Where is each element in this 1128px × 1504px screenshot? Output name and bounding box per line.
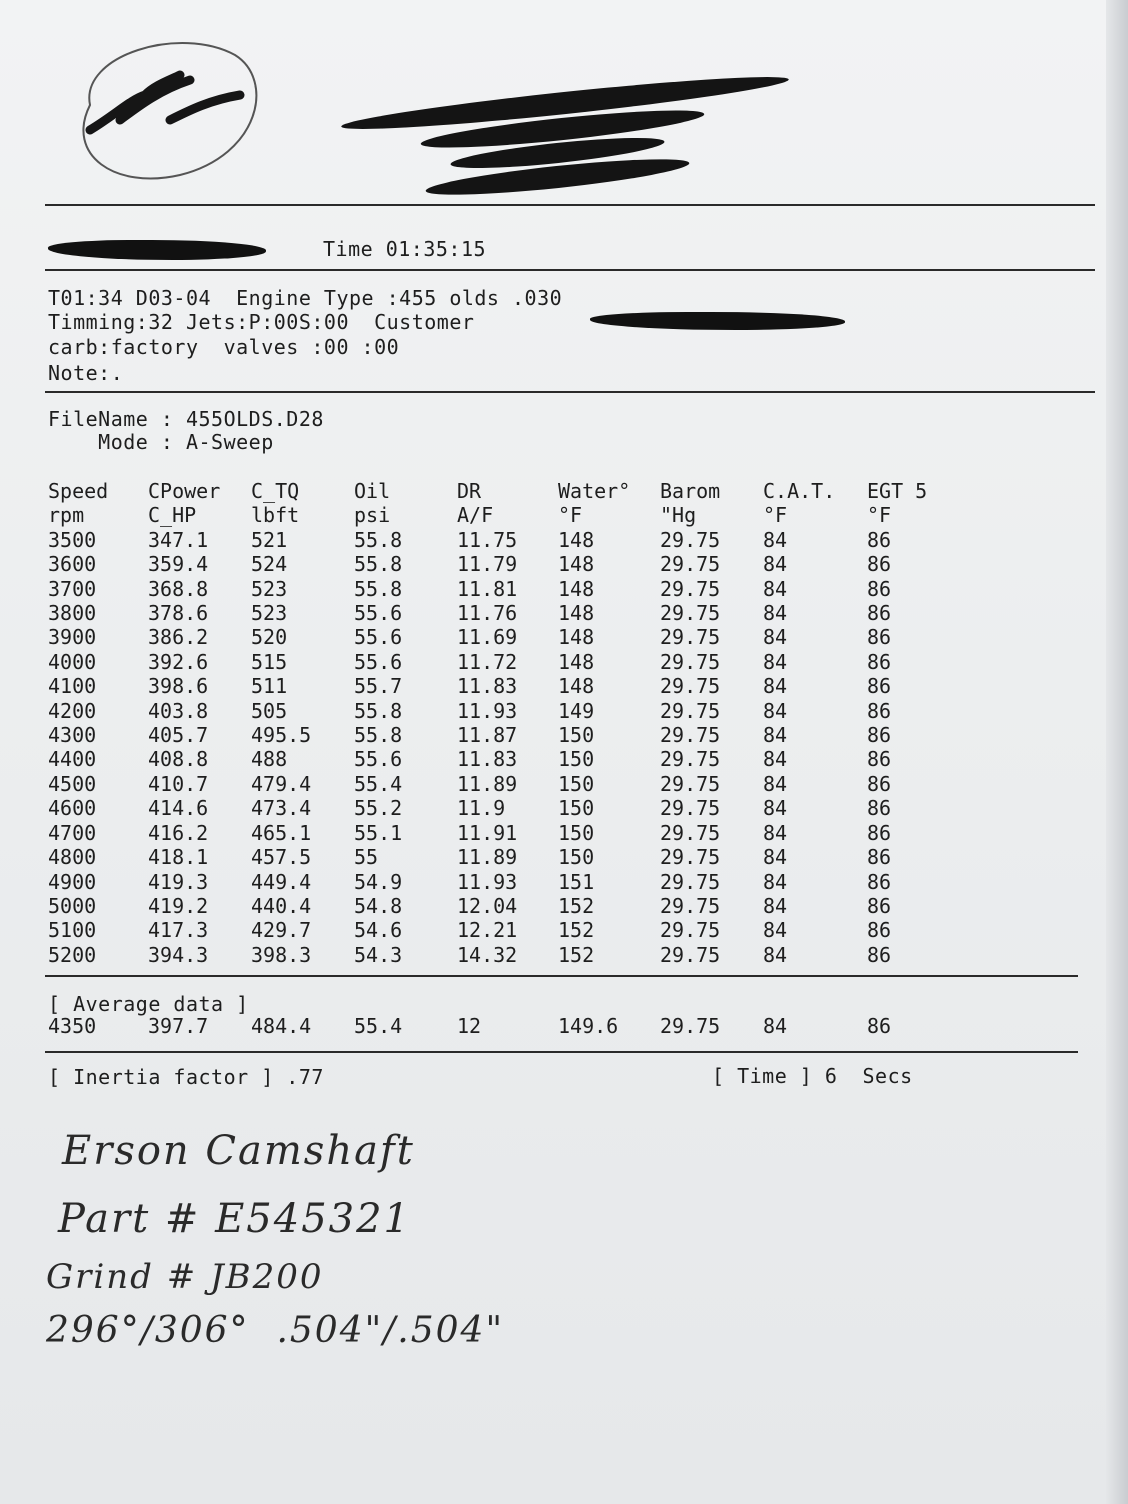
table-cell: 11.89 (457, 845, 518, 870)
table-cell: 347.1 (148, 527, 209, 552)
table-cell: 84 (763, 674, 788, 699)
table-cell: 418.1 (148, 845, 209, 870)
table-cell: 11.69 (457, 625, 518, 650)
table-row (48, 821, 947, 845)
table-cell: 520 (251, 625, 288, 650)
table-cell: 4100 (48, 674, 97, 699)
table-cell: 505 (251, 698, 288, 723)
table-cell: 54.8 (354, 893, 403, 918)
table-cell: 148 (558, 649, 595, 674)
table-cell: 4300 (48, 723, 97, 748)
table-cell: 11.79 (457, 552, 518, 577)
table-row (48, 870, 947, 894)
table-cell: 392.6 (148, 649, 209, 674)
table-cell: 419.2 (148, 893, 209, 918)
average-row (48, 1014, 947, 1038)
table-cell: 4350 (48, 1014, 97, 1038)
table-cell: 86 (867, 527, 892, 552)
table-row (48, 943, 947, 967)
table-cell: 55.8 (354, 576, 403, 601)
table-cell: °F (867, 503, 892, 528)
table-cell: 150 (558, 723, 595, 748)
table-cell: °F (763, 503, 788, 528)
table-cell: 5200 (48, 942, 97, 967)
table-cell: 523 (251, 601, 288, 626)
table-row (48, 552, 947, 576)
table-row (48, 723, 947, 747)
table-cell: 148 (558, 625, 595, 650)
mode-line: Mode : A-Sweep (48, 430, 274, 454)
table-cell: 55 (354, 845, 379, 870)
table-cell: 55.6 (354, 601, 403, 626)
table-cell: 465.1 (251, 820, 312, 845)
table-cell: 29.75 (660, 893, 721, 918)
dyno-data-table (48, 479, 947, 967)
table-cell: 12.04 (457, 893, 518, 918)
table-cell: 148 (558, 601, 595, 626)
table-cell: 86 (867, 771, 892, 796)
table-cell: C.A.T. (763, 479, 836, 503)
table-cell: 414.6 (148, 796, 209, 821)
table-cell: 148 (558, 527, 595, 552)
table-cell: 86 (867, 893, 892, 918)
table-row (48, 772, 947, 796)
table-cell: 152 (558, 942, 595, 967)
table-cell: 150 (558, 845, 595, 870)
table-units-row (48, 503, 947, 527)
table-cell: 55.2 (354, 796, 403, 821)
divider-4 (45, 975, 1078, 977)
handwritten-grind-number: Grind # JB200 (46, 1257, 324, 1297)
table-cell: 11.91 (457, 820, 518, 845)
table-cell: 11.83 (457, 674, 518, 699)
table-cell: 86 (867, 674, 892, 699)
table-cell: 29.75 (660, 845, 721, 870)
table-header-row (48, 479, 947, 503)
average-data-table (48, 1014, 947, 1038)
table-cell: 84 (763, 918, 788, 943)
table-cell: 440.4 (251, 893, 312, 918)
table-cell: 11.81 (457, 576, 518, 601)
table-cell: 4600 (48, 796, 97, 821)
table-cell: 86 (867, 747, 892, 772)
table-cell: 11.76 (457, 601, 518, 626)
table-cell: 29.75 (660, 674, 721, 699)
table-cell: 359.4 (148, 552, 209, 577)
table-cell: 29.75 (660, 723, 721, 748)
table-cell: 4900 (48, 869, 97, 894)
table-cell: 150 (558, 820, 595, 845)
table-cell: 84 (763, 1014, 788, 1038)
table-cell: 55.1 (354, 820, 403, 845)
table-cell: 449.4 (251, 869, 312, 894)
table-cell: 398.6 (148, 674, 209, 699)
table-cell: 55.4 (354, 771, 403, 796)
paper-edge-shadow (1106, 0, 1128, 1504)
table-cell: 3800 (48, 601, 97, 626)
table-cell: 148 (558, 674, 595, 699)
table-row (48, 577, 947, 601)
table-cell: 11.75 (457, 527, 518, 552)
table-cell: 86 (867, 625, 892, 650)
table-cell: DR (457, 479, 482, 503)
table-cell: 148 (558, 552, 595, 577)
table-cell: 11.9 (457, 796, 506, 821)
table-cell: 3600 (48, 552, 97, 577)
table-cell: 86 (867, 918, 892, 943)
table-cell: 484.4 (251, 1014, 312, 1038)
table-cell: 408.8 (148, 747, 209, 772)
table-cell: 86 (867, 1014, 892, 1038)
table-cell: 386.2 (148, 625, 209, 650)
table-cell: 86 (867, 845, 892, 870)
table-cell: 3900 (48, 625, 97, 650)
table-cell: 405.7 (148, 723, 209, 748)
table-cell: 148 (558, 576, 595, 601)
table-cell: 84 (763, 649, 788, 674)
table-cell: EGT 5 (867, 479, 928, 503)
table-cell: 86 (867, 796, 892, 821)
filename-line: FileName : 455OLDS.D28 (48, 407, 324, 431)
table-cell: 29.75 (660, 625, 721, 650)
table-cell: 149.6 (558, 1014, 619, 1038)
table-cell: lbft (251, 503, 300, 528)
table-cell: 54.6 (354, 918, 403, 943)
table-cell: 84 (763, 796, 788, 821)
table-cell: Oil (354, 479, 391, 503)
sweep-time: [ Time ] 6 Secs (712, 1064, 913, 1088)
table-cell: 55.6 (354, 625, 403, 650)
table-cell: 29.75 (660, 601, 721, 626)
table-cell: 368.8 (148, 576, 209, 601)
table-cell: 84 (763, 552, 788, 577)
table-cell: 29.75 (660, 527, 721, 552)
table-cell: 55.6 (354, 747, 403, 772)
table-cell: 29.75 (660, 698, 721, 723)
table-cell: 419.3 (148, 869, 209, 894)
table-cell: 84 (763, 601, 788, 626)
table-cell: 55.6 (354, 649, 403, 674)
table-cell: 515 (251, 649, 288, 674)
table-cell: 14.32 (457, 942, 518, 967)
table-cell: 495.5 (251, 723, 312, 748)
divider-3 (45, 391, 1095, 393)
engine-info-line-3: carb:factory valves :00 :00 (48, 335, 400, 359)
table-cell: 417.3 (148, 918, 209, 943)
table-cell: psi (354, 503, 391, 528)
table-cell: 55.8 (354, 723, 403, 748)
table-cell: C_HP (148, 503, 197, 528)
table-cell: 86 (867, 552, 892, 577)
table-cell: 12 (457, 1014, 482, 1038)
table-cell: 84 (763, 845, 788, 870)
table-cell: 84 (763, 869, 788, 894)
table-cell: 29.75 (660, 918, 721, 943)
table-cell: 4800 (48, 845, 97, 870)
divider-2 (45, 269, 1095, 271)
table-cell: 12.21 (457, 918, 518, 943)
table-cell: 11.93 (457, 869, 518, 894)
table-row (48, 747, 947, 771)
scribbled-stamp (60, 25, 270, 195)
table-cell: rpm (48, 503, 85, 528)
table-cell: 86 (867, 698, 892, 723)
handwritten-part-number: Part # E545321 (58, 1196, 411, 1242)
table-cell: 5100 (48, 918, 97, 943)
table-cell: 29.75 (660, 942, 721, 967)
table-cell: 149 (558, 698, 595, 723)
table-cell: 84 (763, 527, 788, 552)
table-cell: 11.89 (457, 771, 518, 796)
average-label: [ Average data ] (48, 992, 249, 1016)
table-row (48, 674, 947, 698)
table-row (48, 625, 947, 649)
divider-5 (45, 1051, 1078, 1053)
table-cell: Barom (660, 479, 721, 503)
table-cell: 511 (251, 674, 288, 699)
table-cell: 54.3 (354, 942, 403, 967)
table-cell: 152 (558, 918, 595, 943)
table-cell: 4200 (48, 698, 97, 723)
table-cell: 84 (763, 820, 788, 845)
table-cell: 29.75 (660, 1014, 721, 1038)
handwritten-camshaft: Erson Camshaft (62, 1128, 415, 1174)
table-cell: 55.8 (354, 527, 403, 552)
table-cell: 55.4 (354, 1014, 403, 1038)
table-cell: 29.75 (660, 747, 721, 772)
table-cell: 150 (558, 796, 595, 821)
table-cell: 3500 (48, 527, 97, 552)
engine-info-line-2: Timming:32 Jets:P:00S:00 Customer (48, 310, 475, 334)
table-cell: 524 (251, 552, 288, 577)
table-cell: 429.7 (251, 918, 312, 943)
table-row (48, 918, 947, 942)
engine-info-line-4: Note:. (48, 361, 124, 385)
table-cell: 86 (867, 576, 892, 601)
table-row (48, 699, 947, 723)
table-cell: 86 (867, 723, 892, 748)
table-cell: 84 (763, 576, 788, 601)
table-cell: Water° (558, 479, 631, 503)
table-cell: "Hg (660, 503, 697, 528)
table-cell: 86 (867, 942, 892, 967)
time-label: Time 01:35:15 (323, 237, 487, 261)
table-cell: 86 (867, 649, 892, 674)
table-row (48, 845, 947, 869)
table-cell: 29.75 (660, 869, 721, 894)
table-cell: 29.75 (660, 771, 721, 796)
table-cell: 398.3 (251, 942, 312, 967)
table-cell: 86 (867, 820, 892, 845)
table-cell: 378.6 (148, 601, 209, 626)
table-cell: 488 (251, 747, 288, 772)
table-cell: 521 (251, 527, 288, 552)
table-cell: CPower (148, 479, 221, 503)
table-cell: 29.75 (660, 820, 721, 845)
table-cell: 84 (763, 893, 788, 918)
table-cell: 29.75 (660, 796, 721, 821)
table-cell: 397.7 (148, 1014, 209, 1038)
table-cell: 84 (763, 771, 788, 796)
table-cell: 4700 (48, 820, 97, 845)
table-cell: 410.7 (148, 771, 209, 796)
table-row (48, 894, 947, 918)
table-row (48, 796, 947, 820)
table-cell: 11.72 (457, 649, 518, 674)
table-cell: °F (558, 503, 583, 528)
table-cell: 55.8 (354, 552, 403, 577)
table-cell: 152 (558, 893, 595, 918)
table-cell: 84 (763, 942, 788, 967)
engine-info-line-1: T01:34 D03-04 Engine Type :455 olds .030 (48, 286, 563, 310)
table-cell: Speed (48, 479, 109, 503)
table-cell: 394.3 (148, 942, 209, 967)
table-cell: 479.4 (251, 771, 312, 796)
table-cell: 403.8 (148, 698, 209, 723)
table-cell: 55.8 (354, 698, 403, 723)
table-cell: 84 (763, 723, 788, 748)
table-cell: 151 (558, 869, 595, 894)
table-cell: 473.4 (251, 796, 312, 821)
table-cell: 84 (763, 747, 788, 772)
table-cell: 29.75 (660, 649, 721, 674)
table-cell: C_TQ (251, 479, 300, 503)
table-row (48, 601, 947, 625)
handwritten-cam-specs: 296°/306° .504"/.504" (46, 1310, 504, 1351)
table-cell: 11.87 (457, 723, 518, 748)
inertia-factor: [ Inertia factor ] .77 (48, 1065, 324, 1089)
table-cell: 523 (251, 576, 288, 601)
table-cell: 4500 (48, 771, 97, 796)
table-cell: 150 (558, 747, 595, 772)
table-cell: 150 (558, 771, 595, 796)
table-cell: 84 (763, 698, 788, 723)
table-cell: 55.7 (354, 674, 403, 699)
table-cell: A/F (457, 503, 494, 528)
table-cell: 3700 (48, 576, 97, 601)
table-row (48, 528, 947, 552)
table-cell: 29.75 (660, 552, 721, 577)
table-cell: 86 (867, 869, 892, 894)
table-cell: 11.93 (457, 698, 518, 723)
table-row (48, 650, 947, 674)
table-cell: 86 (867, 601, 892, 626)
divider-1 (45, 204, 1095, 206)
table-cell: 5000 (48, 893, 97, 918)
table-cell: 11.83 (457, 747, 518, 772)
table-cell: 4000 (48, 649, 97, 674)
table-cell: 54.9 (354, 869, 403, 894)
table-cell: 4400 (48, 747, 97, 772)
table-cell: 457.5 (251, 845, 312, 870)
table-cell: 84 (763, 625, 788, 650)
table-cell: 29.75 (660, 576, 721, 601)
table-cell: 416.2 (148, 820, 209, 845)
